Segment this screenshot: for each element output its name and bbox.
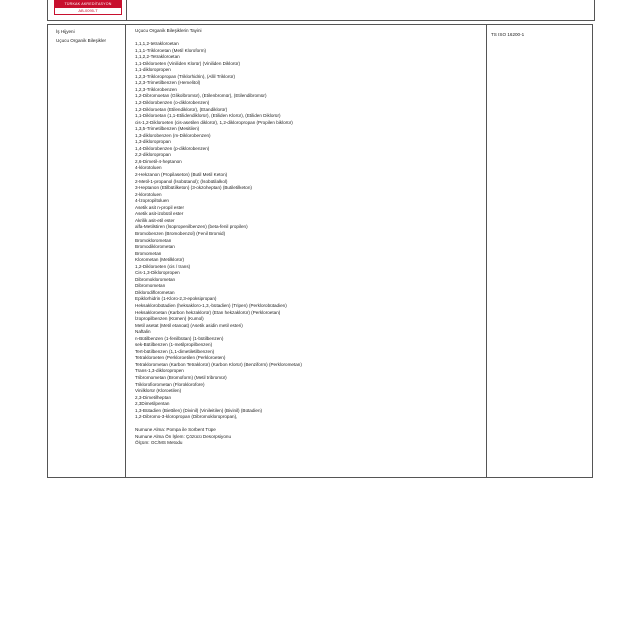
compound-item: 1,1,2,2-Tetrakloroetan <box>135 54 180 60</box>
compound-item: 2,3Dimetilpentan <box>135 401 170 407</box>
compound-item: 1,3-diklorobenzen (m-Diklorobenzen) <box>135 132 211 138</box>
compound-item: sek-Bütilbenzen (1-metilpropilbenzen) <box>135 342 213 348</box>
compound-item: 3-Heptanon (Etilbütilketon) (3-okzoheptan) (Butiletilketon) <box>135 185 252 191</box>
category-column <box>56 28 124 45</box>
compound-item: 1,1-dikloropropen <box>135 67 171 73</box>
logo-code: AB-0095-T <box>78 8 98 13</box>
method-notes <box>135 427 490 447</box>
compound-item: Dibromometan <box>135 283 166 289</box>
compound-item: 4-İzopropiltoluen <box>135 198 169 204</box>
compound-item: 1,2,3-Trikloropropan (Triklorhidrin), (Allil Triklorür) <box>135 73 235 79</box>
compound-item: Bromometan <box>135 250 162 256</box>
compound-item: 1,2-Dikloroeten (cis / trans) <box>135 263 191 269</box>
compound-item: 4-klorotoluen <box>135 165 162 171</box>
compound-item: Heksakloroetan (Karbon hekzaklorür) (Etan hekzaklorür) (Perkloroetan) <box>135 309 281 315</box>
compound-item: Epiklorhidrin (1-Kloro-2,3-epoksipropan) <box>135 296 217 302</box>
compound-item: 1,2-Diklorobenzen (o-diklorobenzen) <box>135 100 210 106</box>
scope-table <box>47 24 593 478</box>
accreditation-logo <box>54 0 122 15</box>
compound-item: Heksaklorobütadien (heksakloro-1,3,-bütadien) (Tripen) (Perklorobütadien) <box>135 302 287 308</box>
compound-item: 1,3-dikloropropan <box>135 139 171 145</box>
method-note: Numune Alma Ön İşlem: Çözücü Desorpsiyonu <box>135 433 231 439</box>
compound-item: Bromodiklorometan <box>135 244 175 250</box>
compound-item: Vinilklorür (Kloroetilen) <box>135 388 182 394</box>
compound-item: alfa-Metilstiren (İsopropenilbenzen) (beta-fenil propilen) <box>135 224 248 230</box>
compound-item: 1,3,5-Trimetilbenzen (Mesitilen) <box>135 126 200 132</box>
compound-item: 2-Metil-1-propanol (İsobütanol); (İsobütilalkol) <box>135 178 228 184</box>
column-divider-1 <box>125 25 126 477</box>
compound-item: 2-Hekzanon (Propilaseton) (Butil Metil Keton) <box>135 172 228 178</box>
analysis-heading: Uçucu Organik Bileşiklerin Tayini <box>135 28 202 33</box>
standard-reference: TS ISO 16200-1 <box>491 32 525 37</box>
compound-item: Triklorofiorometan (Floroklorofore) <box>135 381 205 387</box>
compound-item: 2,6-Dimetil-4-heptanon <box>135 158 182 164</box>
compound-item: 1,2,3-Triklorobenzen <box>135 86 177 92</box>
compound-item: 1,1,1-Trikloroetan (Metil Kloroform) <box>135 47 207 53</box>
compound-item: n-Bütilbenzen (1-fenilbütan) (1-bütilbenzen) <box>135 335 224 341</box>
category-label: İş Hijyeni <box>56 29 75 34</box>
compound-item: Asetik asit n-propil ester <box>135 204 185 210</box>
page-header-table <box>47 0 595 21</box>
compound-item: 2,2-dikloropropan <box>135 152 171 158</box>
compound-item: Dibromoklorometan <box>135 276 176 282</box>
standard-column <box>491 32 586 39</box>
compound-list <box>135 41 490 421</box>
compound-item: Cis-1,3-Dikloropropen <box>135 270 180 276</box>
compound-item: 1,1-Dikloroetan (1,1-Etilidendiklorür), (Etiliden Klorür), (Etiliden Diklorür) <box>135 113 281 119</box>
compound-item: Bromoklorometan <box>135 237 172 243</box>
compound-item: Diklorodiflorometan <box>135 289 175 295</box>
compound-item: Klorometan (Metilklorür) <box>135 257 185 263</box>
compound-item: İzopropilbenzen (Kümen) (Kumol) <box>135 316 204 322</box>
compound-item: 1,4-Diklorobenzen (p-diklorobenzen) <box>135 145 210 151</box>
compound-item: Tribromometan (Bromoform) (Metil tribromür) <box>135 374 227 380</box>
compound-item: Metil asetat (Metil etanoat) (Asetik asidin metil esteri) <box>135 322 243 328</box>
compound-item: 1,1,1,2-tetrakloroetan <box>135 41 179 47</box>
compound-item: Naftalin <box>135 329 151 335</box>
compound-item: Trans-1,3-dikloropropen <box>135 368 184 374</box>
compound-item: 1,1-Dikloroeten (Viniliden Klorür) (Viniliden Diklorür) <box>135 60 241 66</box>
compound-item: Tert-bütilbenzen (1,1-dimetiletilbenzen) <box>135 348 215 354</box>
compound-item: Bromobenzen (Bromobenzol) (Fenil Bromid) <box>135 230 226 236</box>
compound-item: 1,3-Bütadien (Biettilen) (Divinil) (Vinileitilen) (Bivinil) (Bütadien) <box>135 407 263 413</box>
compound-item: Tetrakloroeten (Perkloroetilen (Perkloroeten) <box>135 355 226 361</box>
method-note: Ölçüm: GC/MS Metodu <box>135 440 183 446</box>
compound-item: 2-klorotoluen <box>135 191 162 197</box>
compound-item: 1,2-Dibromoetan (Glikolbromür), (Etilenbromür), (Etilendibromür) <box>135 93 267 99</box>
method-note: Numune Alma: Pompa ile Sorbent Tüpe <box>135 427 216 433</box>
compound-item: 1,2,3-Trimetilbenzen (Hemelitol) <box>135 80 201 86</box>
compound-item: 1,2-Dikloroetan (Etilendiklorür), (Etandiklorür) <box>135 106 228 112</box>
compound-item: 2,3-Dimetilheptan <box>135 394 172 400</box>
compound-item: cis-1,2-Dikloroeten (cis-asetilen diklorür), 1,2-dikloropropan (Propilen biklorür) <box>135 119 293 125</box>
analysis-column <box>135 28 490 447</box>
compound-item: Akrilik asit-etil ester <box>135 217 175 223</box>
subcategory-label: Uçucu Organik Bileşikler <box>56 37 107 43</box>
compound-item: Tetraklorometan (Karbon Tetraklorür) (Karbon Klorür) (Benziform) (Perklorometan) <box>135 361 302 367</box>
compound-item: 1,2-Dibromo-3-kloropropan (Dibromokloropropan), <box>135 414 238 420</box>
compound-item: Asetik asit-izobütil ester <box>135 211 184 217</box>
logo-band: TÜRKAK AKREDİTASYON <box>55 0 121 8</box>
header-divider <box>126 0 127 20</box>
